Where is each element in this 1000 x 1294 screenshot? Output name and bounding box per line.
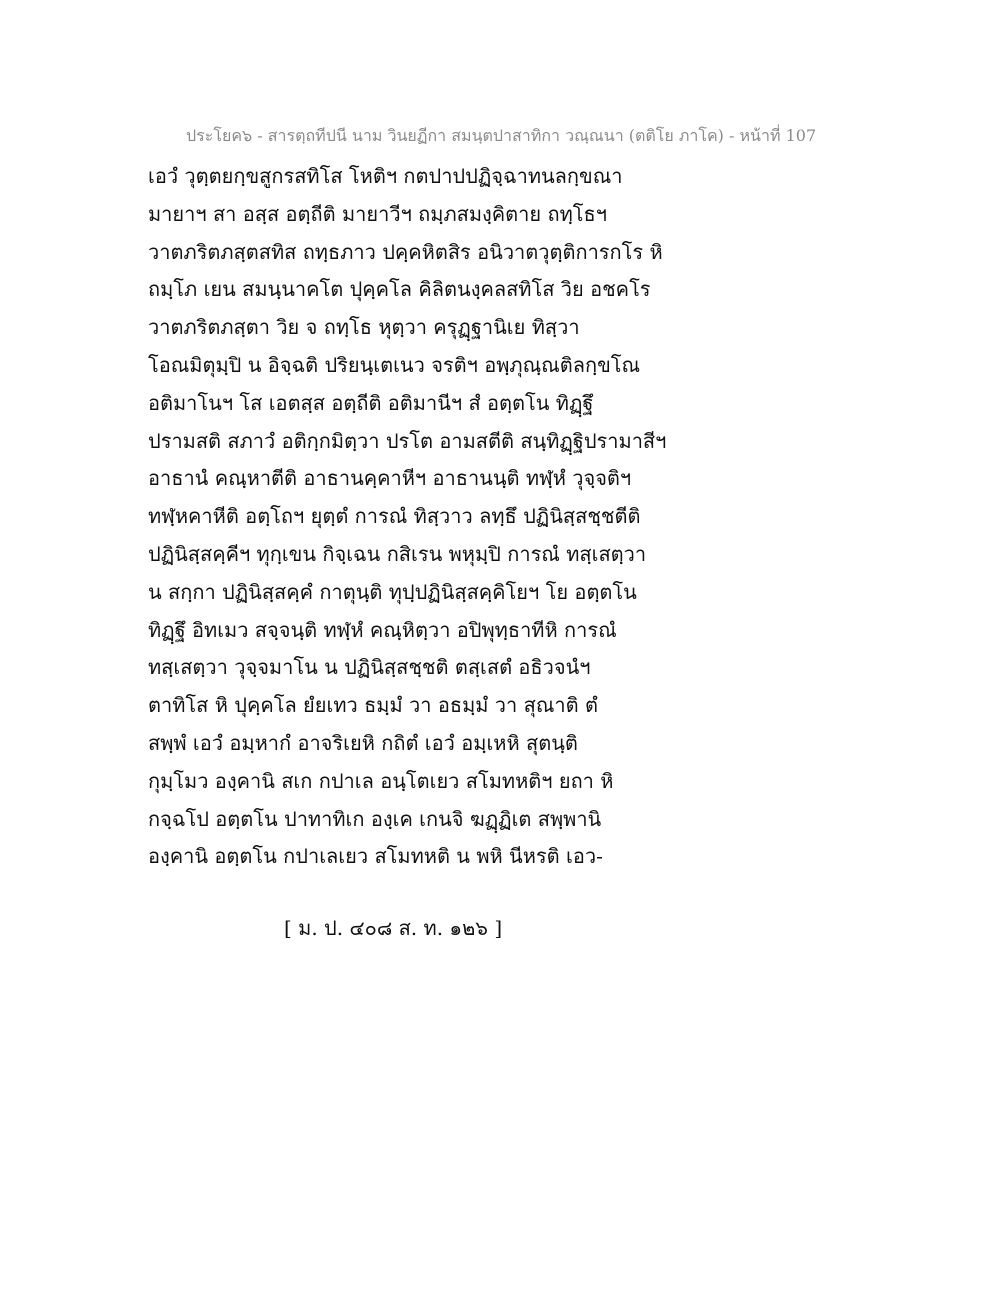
text-line: มายาฯ สา อสฺส อตฺถีติ มายาวีฯ ถมฺภสมงฺคิตาย ถทฺโธฯ (148, 201, 607, 226)
text-line: วาตภริตภสฺตสทิส ถทฺธภาว ปคฺคหิตสิร อนิวาตวุตฺติการกโร หิ (148, 239, 663, 264)
text-line: น สกฺกา ปฏินิสฺสคฺคํ กาตุนฺติ ทุปฺปฏินิสฺสคฺคิโยฯ โย อตฺตโน (148, 579, 637, 604)
text-line: วาตภริตภสฺตา วิย จ ถทฺโธ หุตฺวา ครุฏฺฐานิเย ทิสฺวา (148, 315, 580, 340)
reference-citation: [ ม. ป. ๔๐๘ ส. ท. ๑๒๖ ] (284, 916, 503, 940)
text-line: ถมฺโภ เยน สมนฺนาคโต ปุคฺคโล คิลิตนงฺคลสทิโส วิย อชคโร (148, 277, 651, 302)
text-line: อาธานํ คณฺหาตีติ อาธานคฺคาหีฯ อาธานนฺติ ทฬฺหํ วุจฺจติฯ (148, 466, 632, 491)
text-line: เอวํ วุตฺตยกฺขสูกรสทิโส โหติฯ กตปาปปฏิจฺฉาทนลกฺขณา (148, 164, 623, 188)
text-line: สพฺพํ เอวํ อมฺหากํ อาจริเยหิ กถิตํ เอวํ อมฺเหหิ สุตนฺติ (148, 730, 578, 755)
body-text (148, 158, 708, 876)
text-line: ตาทิโส หิ ปุคฺคโล ยํยเทว ธมฺมํ วา อธมฺมํ วา สุณาติ ตํ (148, 693, 598, 718)
text-line: องฺคานิ อตฺตโน กปาเลเยว สโมทหติ น พหิ นีหรติ เอว- (148, 844, 603, 869)
text-line: ทสฺเสตฺวา วุจฺจมาโน น ปฏินิสฺสชฺชติ ตสฺเสตํ อธิวจนํฯ (148, 655, 591, 680)
text-line: ปฏินิสฺสคฺคีฯ ทุกฺเขน กิจฺเฉน กสิเรน พหุมฺปิ การณํ ทสฺเสตฺวา (148, 541, 647, 566)
page-header: ประโยค๖ - สารตฺถทีปนี นาม วินยฏีกา สมนฺตปาสาทิกา วณฺณนา (ตติโย ภาโค) - หน้าที่ 107 (186, 126, 817, 145)
text-line: กุมฺโมว องฺคานิ สเก กปาเล อนฺโตเยว สโมทหติฯ ยถา หิ (148, 768, 614, 793)
text-line: กจฺฉโป อตฺตโน ปาทาทิเก องฺเค เกนจิ ฆฏฺฏิเต สพฺพานิ (148, 806, 602, 831)
text-line: อติมาโนฯ โส เอตสฺส อตฺถีติ อติมานีฯ สํ อตฺตโน ทิฏฺฐึ (148, 390, 594, 415)
text-line: ทฬฺหคาหีติ อตฺโถฯ ยุตฺตํ การณํ ทิสฺวาว ลทฺธึ ปฏินิสฺสชฺชตีติ (148, 504, 641, 529)
text-line: โอณมิตุมฺปิ น อิจฺฉติ ปริยนฺเตเนว จรติฯ อพฺภุณฺณติลกฺขโณ (148, 352, 641, 377)
text-line: ทิฏฺฐึ อิทเมว สจฺจนฺติ ทฬฺหํ คณฺหิตฺวา อปิพุทฺธาทีหิ การณํ (148, 617, 617, 642)
text-line: ปรามสติ สภาวํ อติกฺกมิตฺวา ปรโต อามสตีติ สนฺทิฏฺฐิปรามาสีฯ (148, 428, 667, 453)
